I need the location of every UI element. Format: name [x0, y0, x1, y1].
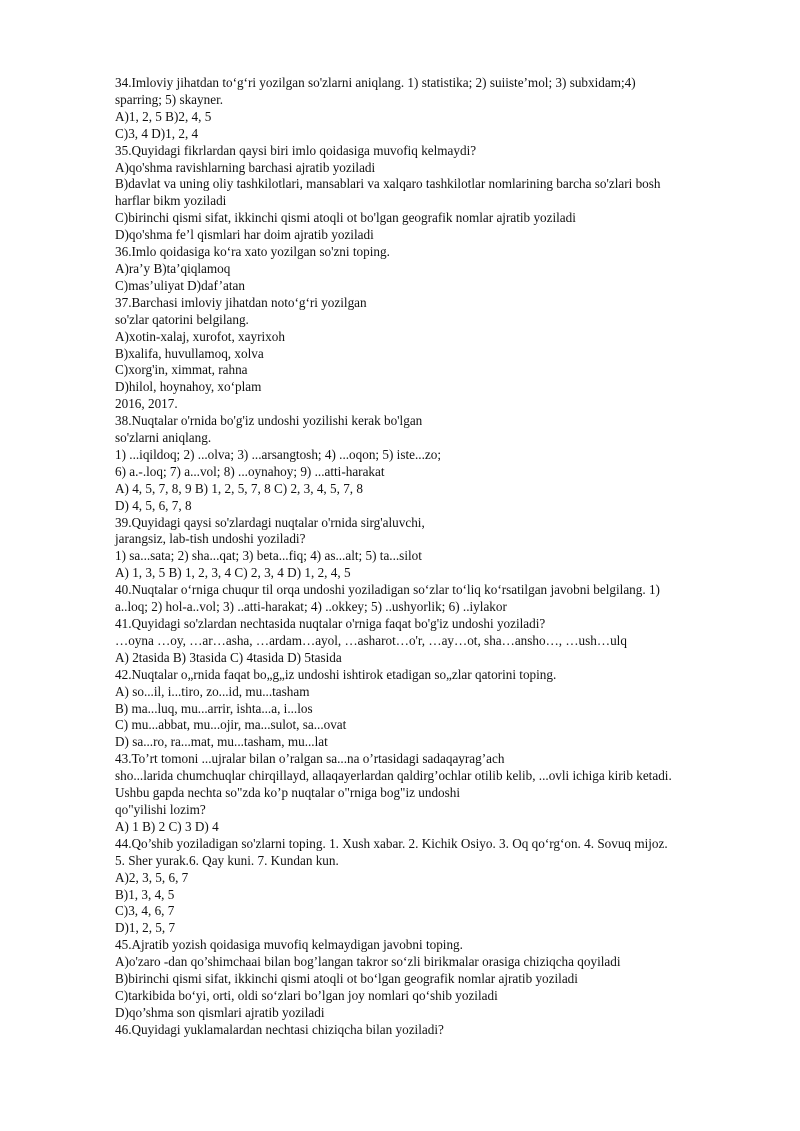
question-37-option-b: B)xalifa, huvullamoq, xolva	[115, 345, 264, 361]
question-38-options-abc: A) 4, 5, 7, 8, 9 B) 1, 2, 5, 7, 8 C) 2, 3, 4, 5, 7, 8	[115, 480, 363, 496]
question-35-option-a: A)qo'shma ravishlarning barchasi ajratib yoziladi	[115, 159, 376, 175]
question-44-text: 44.Qo’shib yoziladigan so'zlarni toping. 1. Xush xabar. 2. Kichik Osiyo. 3. Oq qo‘rg‘on. 4. Sovuq mijoz.	[115, 835, 668, 851]
question-37-option-c: C)xorg'in, ximmat, rahna	[115, 362, 248, 378]
question-38-items: 1) ...iqildoq; 2) ...olva; 3) ...arsangtosh; 4) ...oqon; 5) iste...zo;	[115, 446, 441, 462]
question-35-option-d: D)qo'shma fe’l qismlari har doim ajratib yoziladi	[115, 227, 374, 243]
question-42-text: 42.Nuqtalar o„rnida faqat bo„g„iz undoshi ishtirok etadigan so„zlar qatorini toping.	[115, 666, 557, 682]
question-40-text: 40.Nuqtalar o‘rniga chuqur til orqa undoshi yoziladigan so‘zlar to‘liq ko‘rsatilgan javobni belgilang. 1)	[115, 582, 660, 598]
question-40-items: a..loq; 2) hol-a..vol; 3) ..atti-harakat; 4) ..okkey; 5) ..ushyorlik; 6) ..iylakor	[115, 599, 507, 615]
question-38-text: 38.Nuqtalar o'rnida bo'g'iz undoshi yozilishi kerak bo'lgan	[115, 413, 423, 429]
question-38-items-cont: 6) a.-.loq; 7) a...vol; 8) ...oynahoy; 9) ...atti-harakat	[115, 463, 385, 479]
question-43-prompt: Ushbu gapda nechta so"zda ko’p nuqtalar o"rniga bog"iz undoshi	[115, 785, 461, 801]
question-45-option-d: D)qo’shma son qismlari ajratib yoziladi	[115, 1004, 325, 1020]
question-39-text-cont: jarangsiz, lab-tish undoshi yoziladi?	[115, 531, 306, 547]
question-41-items: …oyna …oy, …ar…asha, …ardam…ayol, …asharot…o'r, …ay…ot, sha…ansho…, …ush…ulq	[115, 632, 627, 648]
question-36-options-ab: A)ra’y B)ta’qiqlamoq	[115, 260, 231, 276]
question-38-option-d: D) 4, 5, 6, 7, 8	[115, 497, 192, 513]
question-45-text: 45.Ajratib yozish qoidasiga muvofiq kelmaydigan javobni toping.	[115, 937, 463, 953]
question-44-option-b: B)1, 3, 4, 5	[115, 886, 175, 902]
question-43-text: 43.To’rt tomoni ...ujralar bilan o’ralgan sa...na o’rtasidagi sadaqayrag’ach	[115, 751, 505, 767]
question-35-option-b: B)davlat va uning oliy tashkilotlari, mansablari va xalqaro tashkilotlar nomlarining barcha so'zlari bosh	[115, 176, 661, 192]
question-44-option-d: D)1, 2, 5, 7	[115, 920, 176, 936]
year-note: 2016, 2017.	[115, 396, 178, 412]
question-42-option-c: C) mu...abbat, mu...ojir, ma...sulot, sa...ovat	[115, 717, 347, 733]
question-43-prompt-cont: qo"yilishi lozim?	[115, 801, 206, 817]
question-42-option-d: D) sa...ro, ra...mat, mu...tasham, mu...lat	[115, 734, 328, 750]
question-37-option-d: D)hilol, hoynahoy, xo‘plam	[115, 379, 262, 395]
question-39-options: A) 1, 3, 5 B) 1, 2, 3, 4 C) 2, 3, 4 D) 1, 2, 4, 5	[115, 565, 351, 581]
question-36-options-cd: C)mas’uliyat D)daf’atan	[115, 277, 245, 293]
question-44-option-a: A)2, 3, 5, 6, 7	[115, 869, 189, 885]
question-46-text: 46.Quyidagi yuklamalardan nechtasi chiziqcha bilan yoziladi?	[115, 1021, 444, 1037]
question-34-text-cont: sparring; 5) skayner.	[115, 91, 224, 107]
question-38-text-cont: so'zlarni aniqlang.	[115, 430, 212, 446]
question-43-options: A) 1 B) 2 C) 3 D) 4	[115, 818, 219, 834]
question-34-options-cd: C)3, 4 D)1, 2, 4	[115, 125, 199, 141]
question-35-option-c: C)birinchi qismi sifat, ikkinchi qismi atoqli ot bo'lgan geografik nomlar ajratib yoziladi	[115, 210, 576, 226]
question-37-text-cont: so'zlar qatorini belgilang.	[115, 311, 249, 327]
question-45-option-a: A)o'zaro -dan qo’shimchaai bilan bog’langan takror so‘zli birikmalar orasiga chiziqcha qoyiladi	[115, 954, 621, 970]
question-42-option-b: B) ma...luq, mu...arrir, ishta...a, i...los	[115, 700, 313, 716]
document-page	[115, 75, 775, 1039]
question-44-text-cont: 5. Sher yurak.6. Qay kuni. 7. Kundan kun.	[115, 852, 339, 868]
question-36-text: 36.Imlo qoidasiga ko‘ra xato yozilgan so'zni toping.	[115, 244, 390, 260]
question-34-options-ab: A)1, 2, 5 B)2, 4, 5	[115, 108, 212, 124]
question-39-items: 1) sa...sata; 2) sha...qat; 3) beta...fiq; 4) as...alt; 5) ta...silot	[115, 548, 422, 564]
question-41-text: 41.Quyidagi so'zlardan nechtasida nuqtalar o'rniga faqat bo'g'iz undoshi yoziladi?	[115, 616, 546, 631]
question-44-option-c: C)3, 4, 6, 7	[115, 903, 175, 919]
question-41-options: A) 2tasida B) 3tasida C) 4tasida D) 5tasida	[115, 649, 342, 665]
question-37-option-a: A)xotin-xalaj, xurofot, xayrixoh	[115, 328, 285, 344]
question-45-option-c: C)tarkibida bo‘yi, orti, oldi so‘zlari bo’lgan joy nomlari qo‘shib yoziladi	[115, 987, 498, 1003]
question-35-text: 35.Quyidagi fikrlardan qaysi biri imlo qoidasiga muvofiq kelmaydi?	[115, 142, 477, 158]
question-37-text: 37.Barchasi imloviy jihatdan noto‘g‘ri yozilgan	[115, 294, 367, 310]
question-35-option-b-cont: harflar bikm yoziladi	[115, 193, 227, 209]
question-34-text: 34.Imloviy jihatdan to‘g‘ri yozilgan so'zlarni aniqlang. 1) statistika; 2) suiiste’mol; 3) subxidam;4)	[115, 75, 636, 90]
question-42-option-a: A) so...il, i...tiro, zo...id, mu...tasham	[115, 683, 310, 699]
question-45-option-b: B)birinchi qismi sifat, ikkinchi qismi atoqli ot bo‘lgan geografik nomlar ajratib yoziladi	[115, 971, 578, 987]
question-39-text: 39.Quyidagi qaysi so'zlardagi nuqtalar o'rnida sirg'aluvchi,	[115, 514, 425, 530]
question-43-text-cont: sho...larida chumchuqlar chirqillayd, allaqayerlardan qaldirg’ochlar otilib kelib, ...ovli ichiga kirib ketadi.	[115, 768, 672, 784]
